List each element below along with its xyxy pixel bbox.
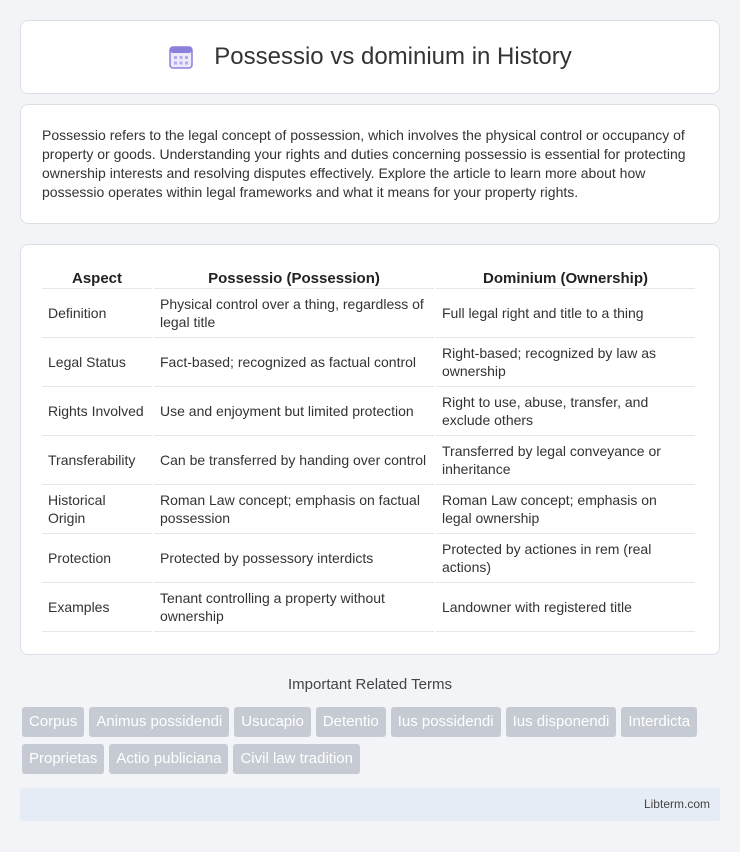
table-row	[42, 583, 695, 632]
cell-possessio: Protected by possessory interdicts	[154, 534, 434, 583]
table-row	[42, 485, 695, 534]
cell-aspect: Transferability	[42, 436, 152, 485]
cell-dominium: Protected by actiones in rem (real actions)	[436, 534, 695, 583]
cell-aspect: Legal Status	[42, 338, 152, 387]
calendar-icon	[168, 44, 194, 70]
related-terms-heading: Important Related Terms	[288, 676, 452, 693]
header-dominium: Dominium (Ownership)	[436, 265, 695, 289]
related-term-tag[interactable]: Actio publiciana	[109, 744, 228, 774]
cell-dominium: Full legal right and title to a thing	[436, 289, 695, 338]
table-row	[42, 436, 695, 485]
title-card	[20, 20, 720, 94]
cell-possessio: Use and enjoyment but limited protection	[154, 387, 434, 436]
intro-card	[20, 104, 720, 224]
related-terms-list	[22, 707, 722, 781]
table-row	[42, 289, 695, 338]
table-row	[42, 387, 695, 436]
cell-dominium: Transferred by legal conveyance or inheritance	[436, 436, 695, 485]
comparison-table	[40, 265, 697, 632]
cell-aspect: Rights Involved	[42, 387, 152, 436]
footer-site-link[interactable]: Libterm.com	[643, 797, 710, 811]
related-term-tag[interactable]: Detentio	[316, 707, 386, 737]
header-possessio: Possessio (Possession)	[154, 265, 434, 289]
cell-dominium: Right-based; recognized by law as ownership	[436, 338, 695, 387]
cell-possessio: Roman Law concept; emphasis on factual possession	[154, 485, 434, 534]
related-term-tag[interactable]: Animus possidendi	[89, 707, 229, 737]
cell-aspect: Definition	[42, 289, 152, 338]
related-term-tag[interactable]: Civil law tradition	[233, 744, 360, 774]
cell-possessio: Tenant controlling a property without ownership	[154, 583, 434, 632]
header-aspect: Aspect	[42, 265, 152, 289]
cell-dominium: Roman Law concept; emphasis on legal ownership	[436, 485, 695, 534]
cell-dominium: Right to use, abuse, transfer, and exclude others	[436, 387, 695, 436]
related-term-tag[interactable]: Usucapio	[234, 707, 311, 737]
cell-possessio: Physical control over a thing, regardless of legal title	[154, 289, 434, 338]
related-term-tag[interactable]: Ius possidendi	[391, 707, 501, 737]
cell-possessio: Can be transferred by handing over control	[154, 436, 434, 485]
comparison-table-card	[20, 244, 720, 655]
cell-aspect: Historical Origin	[42, 485, 152, 534]
intro-text: Possessio refers to the legal concept of possession, which involves the physical control or occupancy of property or goods. Understanding your rights and duties concerning possessio is essential for protecting ownership interests and resolving disputes effectively. Explore the article to learn more about how possessio operates within legal frameworks and what it means for your property rights.	[42, 127, 686, 200]
related-term-tag[interactable]: Proprietas	[22, 744, 104, 774]
cell-dominium: Landowner with registered title	[436, 583, 695, 632]
table-row	[42, 338, 695, 387]
cell-aspect: Protection	[42, 534, 152, 583]
related-term-tag[interactable]: Interdicta	[621, 707, 697, 737]
table-row	[42, 534, 695, 583]
related-term-tag[interactable]: Ius disponendi	[506, 707, 617, 737]
cell-possessio: Fact-based; recognized as factual control	[154, 338, 434, 387]
table-header-row	[42, 265, 695, 289]
related-term-tag[interactable]: Corpus	[22, 707, 84, 737]
cell-aspect: Examples	[42, 583, 152, 632]
page-title: Possessio vs dominium in History	[214, 43, 572, 70]
footer	[20, 788, 720, 821]
